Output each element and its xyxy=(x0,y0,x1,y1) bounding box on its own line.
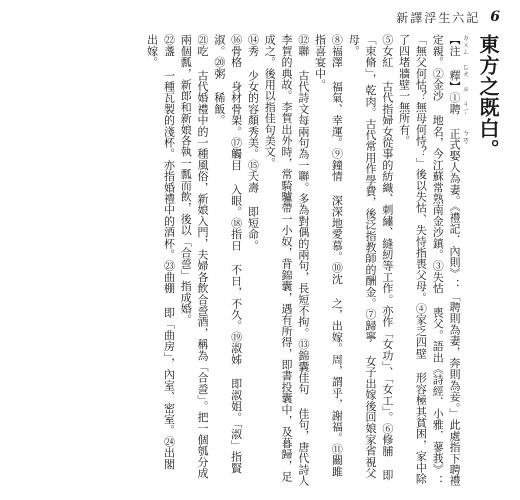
page-header xyxy=(396,8,500,26)
annotation-paragraph: ㉑吃 古代婚禮中的一種風俗，新娘入門，夫婦各飲合巹酒，稱為「合巹」。把一個瓠分成兩個瓢，新郎和新娘各執一瓢而飲，後以「合巹」指成婚。 xyxy=(179,34,210,479)
annotation-paragraph: 【注 釋】①聘 正式娶人為妻。《禮記．內則》：「聘則為妻，奔則為妾。」此處指下聘禮定親。②金沙 地名，今江蘇常熟南金沙鎮。③失怙 喪父。語出《詩經．小雅．蓼莪》：「無父何怙？無母何恃？」後以失怙、失恃指喪父母。④家乏四壁 形容極其貧困，家中除了四堵牆壁一無所有。 xyxy=(397,34,461,487)
annotation-block xyxy=(143,34,462,489)
heading-block xyxy=(476,34,500,160)
annotation-paragraph: ⑧福澤 福氣、幸運。⑨鐘情 深深地愛慕。⑩沈 之，出嫁。周，謂乎，謝福。⑪關雎 指喜宴中。 xyxy=(313,34,344,477)
heading-ruby: ㄉㄨㄥ ㄈㄤ ㄓ ㄐㄧˋ ㄅㄞˊ xyxy=(462,34,470,151)
section-heading: 東方之既白。 xyxy=(476,34,500,160)
page-number: 6 xyxy=(490,9,500,25)
annotation-paragraph: ⑤女紅 古代指婦女從事的紡織、刺繡、縫紉等工作。亦作「女功」、「女工」。⑥修脯 即「束脩」，乾肉。古代常用作學費，後泛指教師的酬金。⑦歸寧 女子出嫁後回娘家省視父母。 xyxy=(347,34,394,481)
annotation-paragraph: ⑯骨格 身材骨架。⑰觸目 入眼。⑱指日 不日，不久。⑲淑姊 即淑姐。「淑」指賢淑。⑳粥 稀飯。 xyxy=(212,34,243,474)
annotation-paragraph: ⑫聯 古代詩文每兩句為一聯。多為對偶的兩句，長短不拘。⑬錦囊佳句 佳句，唐代詩人李賀的典故。李賀出外時，常騎驢帶一小奴，背錦囊，遇有所得，即書投囊中，及暮歸，足成之。後用以指佳句美文。 xyxy=(263,34,310,486)
text-body xyxy=(20,34,500,489)
annotation-paragraph: ⑭秀 少女的容顏秀美。⑮夭壽 即短命。 xyxy=(246,34,260,251)
annotation-paragraph: ㉒盞 一種瓦製的淺杯。亦指婚禮中的酒杯。㉓曲棚 即「曲房」，內室、密室。㉔出閣 出嫁。 xyxy=(145,34,176,470)
running-title: 新譯浮生六記 xyxy=(396,10,481,25)
